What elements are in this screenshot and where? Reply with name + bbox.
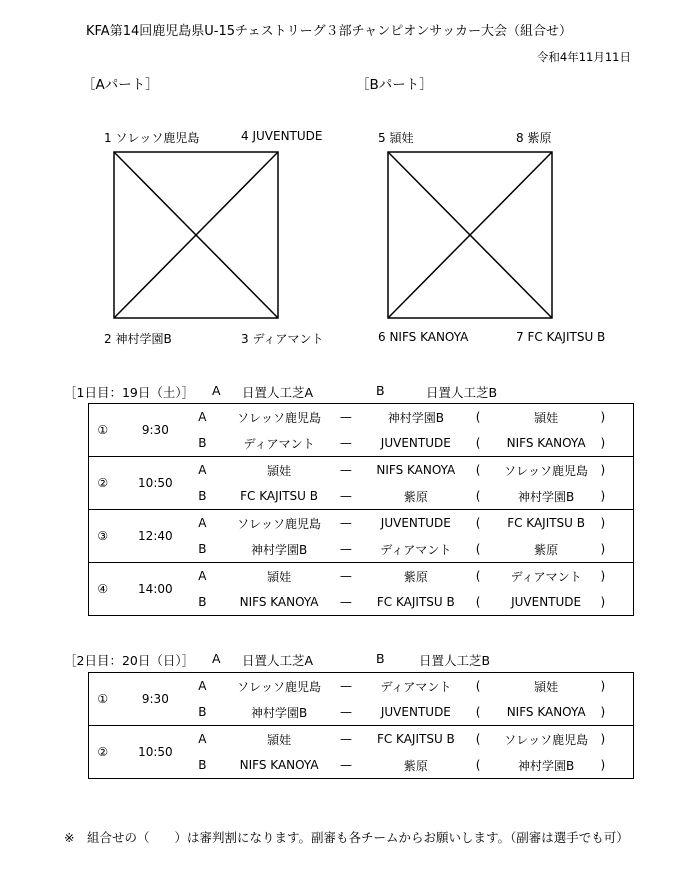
- court-label: B: [194, 430, 224, 457]
- court-label: A: [194, 673, 224, 700]
- referee-paren-open: (: [474, 510, 494, 537]
- court-label: B: [194, 752, 224, 779]
- court-label: B: [194, 536, 224, 563]
- away-team: 紫原: [358, 563, 474, 590]
- footnote: ※ 組合せの（ ）は審判割になります。副審も各チームからお願いします。（副審は選手でも可）: [64, 830, 629, 845]
- versus-dash: —: [334, 483, 358, 510]
- table-row: [89, 563, 634, 590]
- referee-paren-open: (: [474, 430, 494, 457]
- home-team: 頴娃: [224, 457, 334, 484]
- referee-paren-close: ): [599, 673, 634, 700]
- part-a-team-3: 3 ディアマント: [241, 332, 324, 346]
- referee-team: 頴娃: [494, 404, 599, 431]
- referee-paren-close: ): [599, 752, 634, 779]
- home-team: ソレッソ鹿児島: [224, 404, 334, 431]
- table-row: [89, 457, 634, 484]
- home-team: 神村学園B: [224, 536, 334, 563]
- day1-court-b-label: B: [376, 383, 385, 398]
- home-team: 神村学園B: [224, 699, 334, 726]
- round-number: ③: [89, 510, 117, 563]
- referee-paren-close: ): [599, 483, 634, 510]
- away-team: NIFS KANOYA: [358, 457, 474, 484]
- referee-paren-close: ): [599, 699, 634, 726]
- day2-court-a-venue: 日置人工芝A: [242, 653, 314, 668]
- part-b-team-5: 5 頴娃: [378, 131, 414, 145]
- versus-dash: —: [334, 699, 358, 726]
- referee-paren-open: (: [474, 483, 494, 510]
- referee-paren-open: (: [474, 404, 494, 431]
- day2-court-b-venue: 日置人工芝B: [419, 653, 491, 668]
- versus-dash: —: [334, 589, 358, 616]
- away-team: ディアマント: [358, 536, 474, 563]
- referee-team: NIFS KANOYA: [494, 430, 599, 457]
- part-b-team-7: 7 FC KAJITSU B: [516, 330, 606, 344]
- away-team: JUVENTUDE: [358, 510, 474, 537]
- day1-court-b-venue: 日置人工芝B: [426, 385, 498, 400]
- court-label: B: [194, 483, 224, 510]
- versus-dash: —: [334, 536, 358, 563]
- part-a-team-2: 2 神村学園B: [104, 332, 172, 346]
- referee-team: JUVENTUDE: [494, 589, 599, 616]
- court-label: A: [194, 563, 224, 590]
- day1-schedule-table: [88, 403, 634, 616]
- referee-team: NIFS KANOYA: [494, 699, 599, 726]
- referee-paren-close: ): [599, 536, 634, 563]
- court-label: A: [194, 510, 224, 537]
- home-team: NIFS KANOYA: [224, 589, 334, 616]
- table-row: [89, 726, 634, 753]
- versus-dash: —: [334, 752, 358, 779]
- part-b-box-diagram: [387, 151, 553, 319]
- versus-dash: —: [334, 510, 358, 537]
- part-a-title: ［Aパート］: [82, 77, 159, 93]
- day1-court-a-venue: 日置人工芝A: [242, 385, 314, 400]
- home-team: 頴娃: [224, 563, 334, 590]
- referee-paren-close: ): [599, 510, 634, 537]
- referee-team: ソレッソ鹿児島: [494, 726, 599, 753]
- day1-court-a-label: A: [212, 383, 221, 398]
- day2-court-b-label: B: [376, 651, 385, 666]
- referee-paren-close: ): [599, 563, 634, 590]
- away-team: ディアマント: [358, 673, 474, 700]
- court-label: A: [194, 404, 224, 431]
- kickoff-time: 9:30: [116, 673, 194, 726]
- referee-team: FC KAJITSU B: [494, 510, 599, 537]
- versus-dash: —: [334, 404, 358, 431]
- kickoff-time: 10:50: [116, 726, 194, 779]
- away-team: JUVENTUDE: [358, 699, 474, 726]
- day1-label: ［1日目：19日（土）］: [64, 385, 195, 400]
- referee-paren-close: ): [599, 404, 634, 431]
- court-label: B: [194, 699, 224, 726]
- referee-paren-open: (: [474, 726, 494, 753]
- versus-dash: —: [334, 457, 358, 484]
- referee-paren-open: (: [474, 673, 494, 700]
- part-a-box-diagram: [113, 151, 279, 319]
- referee-paren-open: (: [474, 589, 494, 616]
- home-team: FC KAJITSU B: [224, 483, 334, 510]
- part-b-team-8: 8 紫原: [516, 131, 552, 145]
- referee-team: ディアマント: [494, 563, 599, 590]
- day2-court-a-label: A: [212, 651, 221, 666]
- versus-dash: —: [334, 673, 358, 700]
- away-team: 神村学園B: [358, 404, 474, 431]
- away-team: 紫原: [358, 752, 474, 779]
- part-b-title: ［Bパート］: [356, 77, 433, 93]
- home-team: 頴娃: [224, 726, 334, 753]
- court-label: A: [194, 726, 224, 753]
- home-team: ソレッソ鹿児島: [224, 673, 334, 700]
- day2-label: ［2日目：20日（日）］: [64, 653, 195, 668]
- table-row: [89, 673, 634, 700]
- referee-paren-open: (: [474, 563, 494, 590]
- table-row: [89, 510, 634, 537]
- kickoff-time: 10:50: [116, 457, 194, 510]
- court-label: B: [194, 589, 224, 616]
- away-team: JUVENTUDE: [358, 430, 474, 457]
- versus-dash: —: [334, 563, 358, 590]
- referee-paren-close: ): [599, 430, 634, 457]
- round-number: ④: [89, 563, 117, 616]
- page-title: KFA第14回鹿児島県U-15チェストリーグ３部チャンピオンサッカー大会（組合せ）: [86, 24, 572, 39]
- home-team: ソレッソ鹿児島: [224, 510, 334, 537]
- home-team: NIFS KANOYA: [224, 752, 334, 779]
- referee-team: ソレッソ鹿児島: [494, 457, 599, 484]
- referee-paren-open: (: [474, 457, 494, 484]
- round-number: ①: [89, 404, 117, 457]
- versus-dash: —: [334, 726, 358, 753]
- referee-paren-close: ): [599, 589, 634, 616]
- referee-paren-close: ): [599, 457, 634, 484]
- kickoff-time: 12:40: [116, 510, 194, 563]
- referee-team: 紫原: [494, 536, 599, 563]
- referee-paren-open: (: [474, 752, 494, 779]
- kickoff-time: 9:30: [116, 404, 194, 457]
- referee-team: 神村学園B: [494, 483, 599, 510]
- part-a-team-1: 1 ソレッソ鹿児島: [104, 131, 200, 145]
- versus-dash: —: [334, 430, 358, 457]
- referee-paren-close: ): [599, 726, 634, 753]
- round-number: ②: [89, 726, 117, 779]
- document-date: 令和4年11月11日: [536, 50, 631, 64]
- referee-paren-open: (: [474, 536, 494, 563]
- home-team: ディアマント: [224, 430, 334, 457]
- court-label: A: [194, 457, 224, 484]
- table-row: [89, 404, 634, 431]
- referee-paren-open: (: [474, 699, 494, 726]
- round-number: ①: [89, 673, 117, 726]
- part-b-team-6: 6 NIFS KANOYA: [378, 330, 469, 344]
- referee-team: 神村学園B: [494, 752, 599, 779]
- round-number: ②: [89, 457, 117, 510]
- referee-team: 頴娃: [494, 673, 599, 700]
- day2-schedule-table: [88, 672, 634, 779]
- part-a-team-4: 4 JUVENTUDE: [241, 129, 323, 143]
- away-team: 紫原: [358, 483, 474, 510]
- away-team: FC KAJITSU B: [358, 726, 474, 753]
- kickoff-time: 14:00: [116, 563, 194, 616]
- away-team: FC KAJITSU B: [358, 589, 474, 616]
